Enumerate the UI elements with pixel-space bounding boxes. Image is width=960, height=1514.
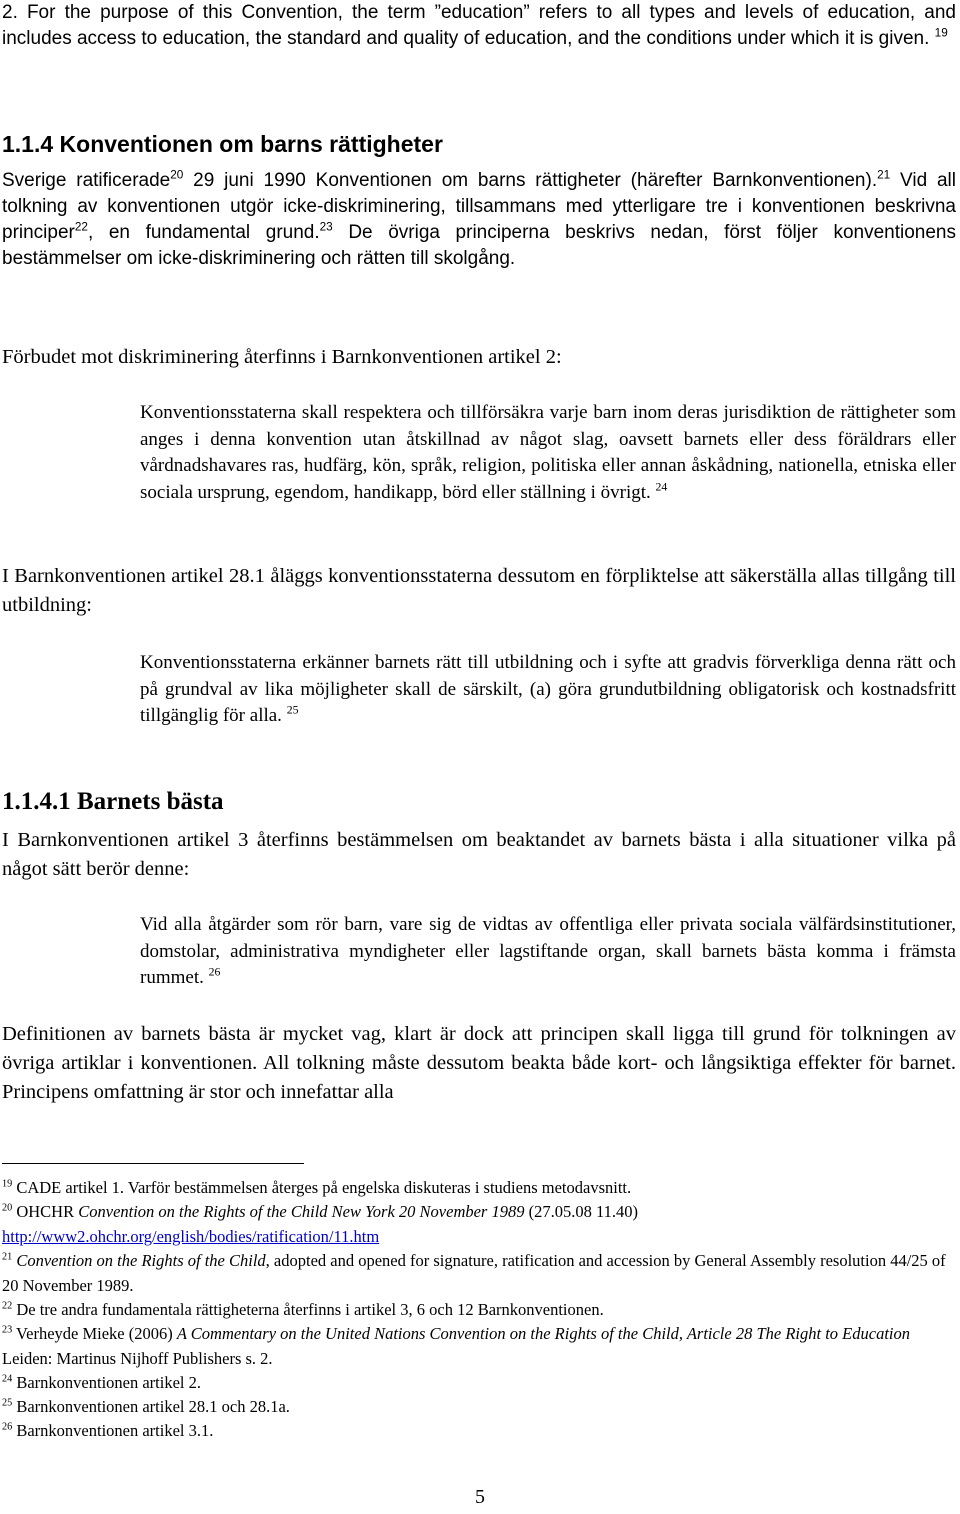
footnote-number: 22 [2, 1300, 13, 1312]
footnote-number: 21 [2, 1251, 13, 1263]
footnote-number: 23 [2, 1324, 13, 1336]
footnote-separator [2, 1163, 304, 1164]
footnote-ref-23[interactable]: 23 [319, 220, 333, 234]
footnote-number: 24 [2, 1373, 13, 1385]
footnote-number: 25 [2, 1397, 13, 1409]
footnote-20: $^{20}$ OHCHR Convention on the Rights of the Child New York 20 November 1989 (27.05.08 11.40) http://www2.ohchr.org/english/bodies/ratification/11.htm [2, 1202, 638, 1246]
footnote-ref-21[interactable]: 21 [877, 168, 891, 182]
footnote-number: 26 [2, 1421, 13, 1433]
article-3-paragraph: I Barnkonventionen artikel 3 återfinns bestämmelsen om beaktandet av barnets bästa i alla situationer vilka på något sätt berör denne: [2, 829, 956, 880]
footnote-ref-25[interactable]: 25 [286, 703, 299, 717]
convention-definition-paragraph: 2. For the purpose of this Convention, the term ”education” refers to all types and levels of education, and includes access to education, the standard and quality of education, and the conditions under which it is given. $^{19}$ [2, 2, 956, 49]
forbud-paragraph: Förbudet mot diskriminering återfinns i Barnkonventionen artikel 2: [2, 346, 562, 368]
quote-article-28: Konventionsstaterna erkänner barnets rätt till utbildning och i syfte att gradvis förverkliga denna rätt och på grundval av lika möjligheter skall de särskilt, (a) göra grundutbildning obligatorisk och kostnadsfritt tillgänglig för alla. $^{25}$ [140, 652, 956, 726]
footnote-number: 20 [2, 1202, 13, 1214]
footnote-number: 19 [2, 1178, 13, 1190]
sverige-paragraph: Sverige ratificerade$^{20}$ 29 juni 1990 Konventionen om barns rättigheter (härefter Barnkonventionen).$^{21}$ Vid all tolkning av konventionen utgör icke-diskriminering, tillsammans med ytterligare tre i konventionen beskrivna principer$^{22}$, en fundamental grund.$^{23}$ De övriga principerna beskrivs nedan, först följer konventionens bestämmelser om icke-diskriminering och rätten till skolgång. [2, 168, 956, 269]
footnote-24: $^{24}$ Barnkonventionen artikel 2. [2, 1373, 202, 1392]
footnote-25: $^{25}$ Barnkonventionen artikel 28.1 och 28.1a. [2, 1397, 290, 1416]
quote-article-3: Vid alla åtgärder som rör barn, vare sig de vidtas av offentliga eller privata sociala välfärdsinstitutioner, domstolar, administrativa myndigheter eller lagstiftande organ, skall barnets bästa komma i främsta rummet. $^{26}$ [140, 914, 956, 988]
footnote-ref-22[interactable]: 22 [74, 220, 88, 234]
footnote-ref-26[interactable]: 26 [208, 965, 221, 979]
footnote-ref-20[interactable]: 20 [170, 168, 184, 182]
footnote-23: $^{23}$ Verheyde Mieke (2006) A Commentary on the United Nations Convention on the Rights of the Child, Article 28 The Right to Education Leiden: Martinus Nijhoff Publishers s. 2. [2, 1324, 910, 1368]
footnote-21: $^{21}$ Convention on the Rights of the Child, adopted and opened for signature, ratification and accession by General Assembly resolution 44/25 of 20 November 1989. [2, 1251, 946, 1295]
page-number: 5 [475, 1486, 485, 1508]
quote-article-2: Konventionsstaterna skall respektera och tillförsäkra varje barn inom deras jurisdiktion de rättigheter som anges i denna konvention utan åtskillnad av något slag, oavsett barnets eller dess föräldrars eller vårdnadshavares ras, hudfärg, kön, språk, religion, politiska eller annan åskådning, nationella, etniska eller sociala ursprung, egendom, handikapp, börd eller ställning i övrigt. $^{24}$ [140, 402, 956, 503]
definition-paragraph: Definitionen av barnets bästa är mycket vag, klart är dock att principen skall ligga till grund för tolkningen av övriga artiklar i konventionen. All tolkning måste dessutom beakta både kort- och långsiktiga effekter för barnet. Principens omfattning är stor och innefattar alla [2, 1023, 956, 1103]
footnote-19: $^{19}$ CADE artikel 1. Varför bestämmelsen återges på engelska diskuteras i studiens metodavsnitt. [2, 1178, 632, 1197]
ohchr-ratification-link[interactable]: http://www2.ohchr.org/english/bodies/ratification/11.htm [2, 1226, 380, 1246]
article-28-paragraph: I Barnkonventionen artikel 28.1 åläggs konventionsstaterna dessutom en förpliktelse att säkerställa allas tillgång till utbildning: [2, 565, 956, 616]
section-heading-1-1-4: 1.1.4 Konventionen om barns rättigheter [2, 131, 443, 157]
footnote-ref-24[interactable]: 24 [655, 480, 668, 494]
footnote-26: $^{26}$ Barnkonventionen artikel 3.1. [2, 1421, 214, 1440]
footnote-ref-19[interactable]: 19 [934, 26, 948, 40]
section-heading-1-1-4-1: 1.1.4.1 Barnets bästa [2, 788, 224, 815]
footnote-22: $^{22}$ De tre andra fundamentala rättigheterna återfinns i artikel 3, 6 och 12 Barnkonventionen. [2, 1300, 604, 1319]
